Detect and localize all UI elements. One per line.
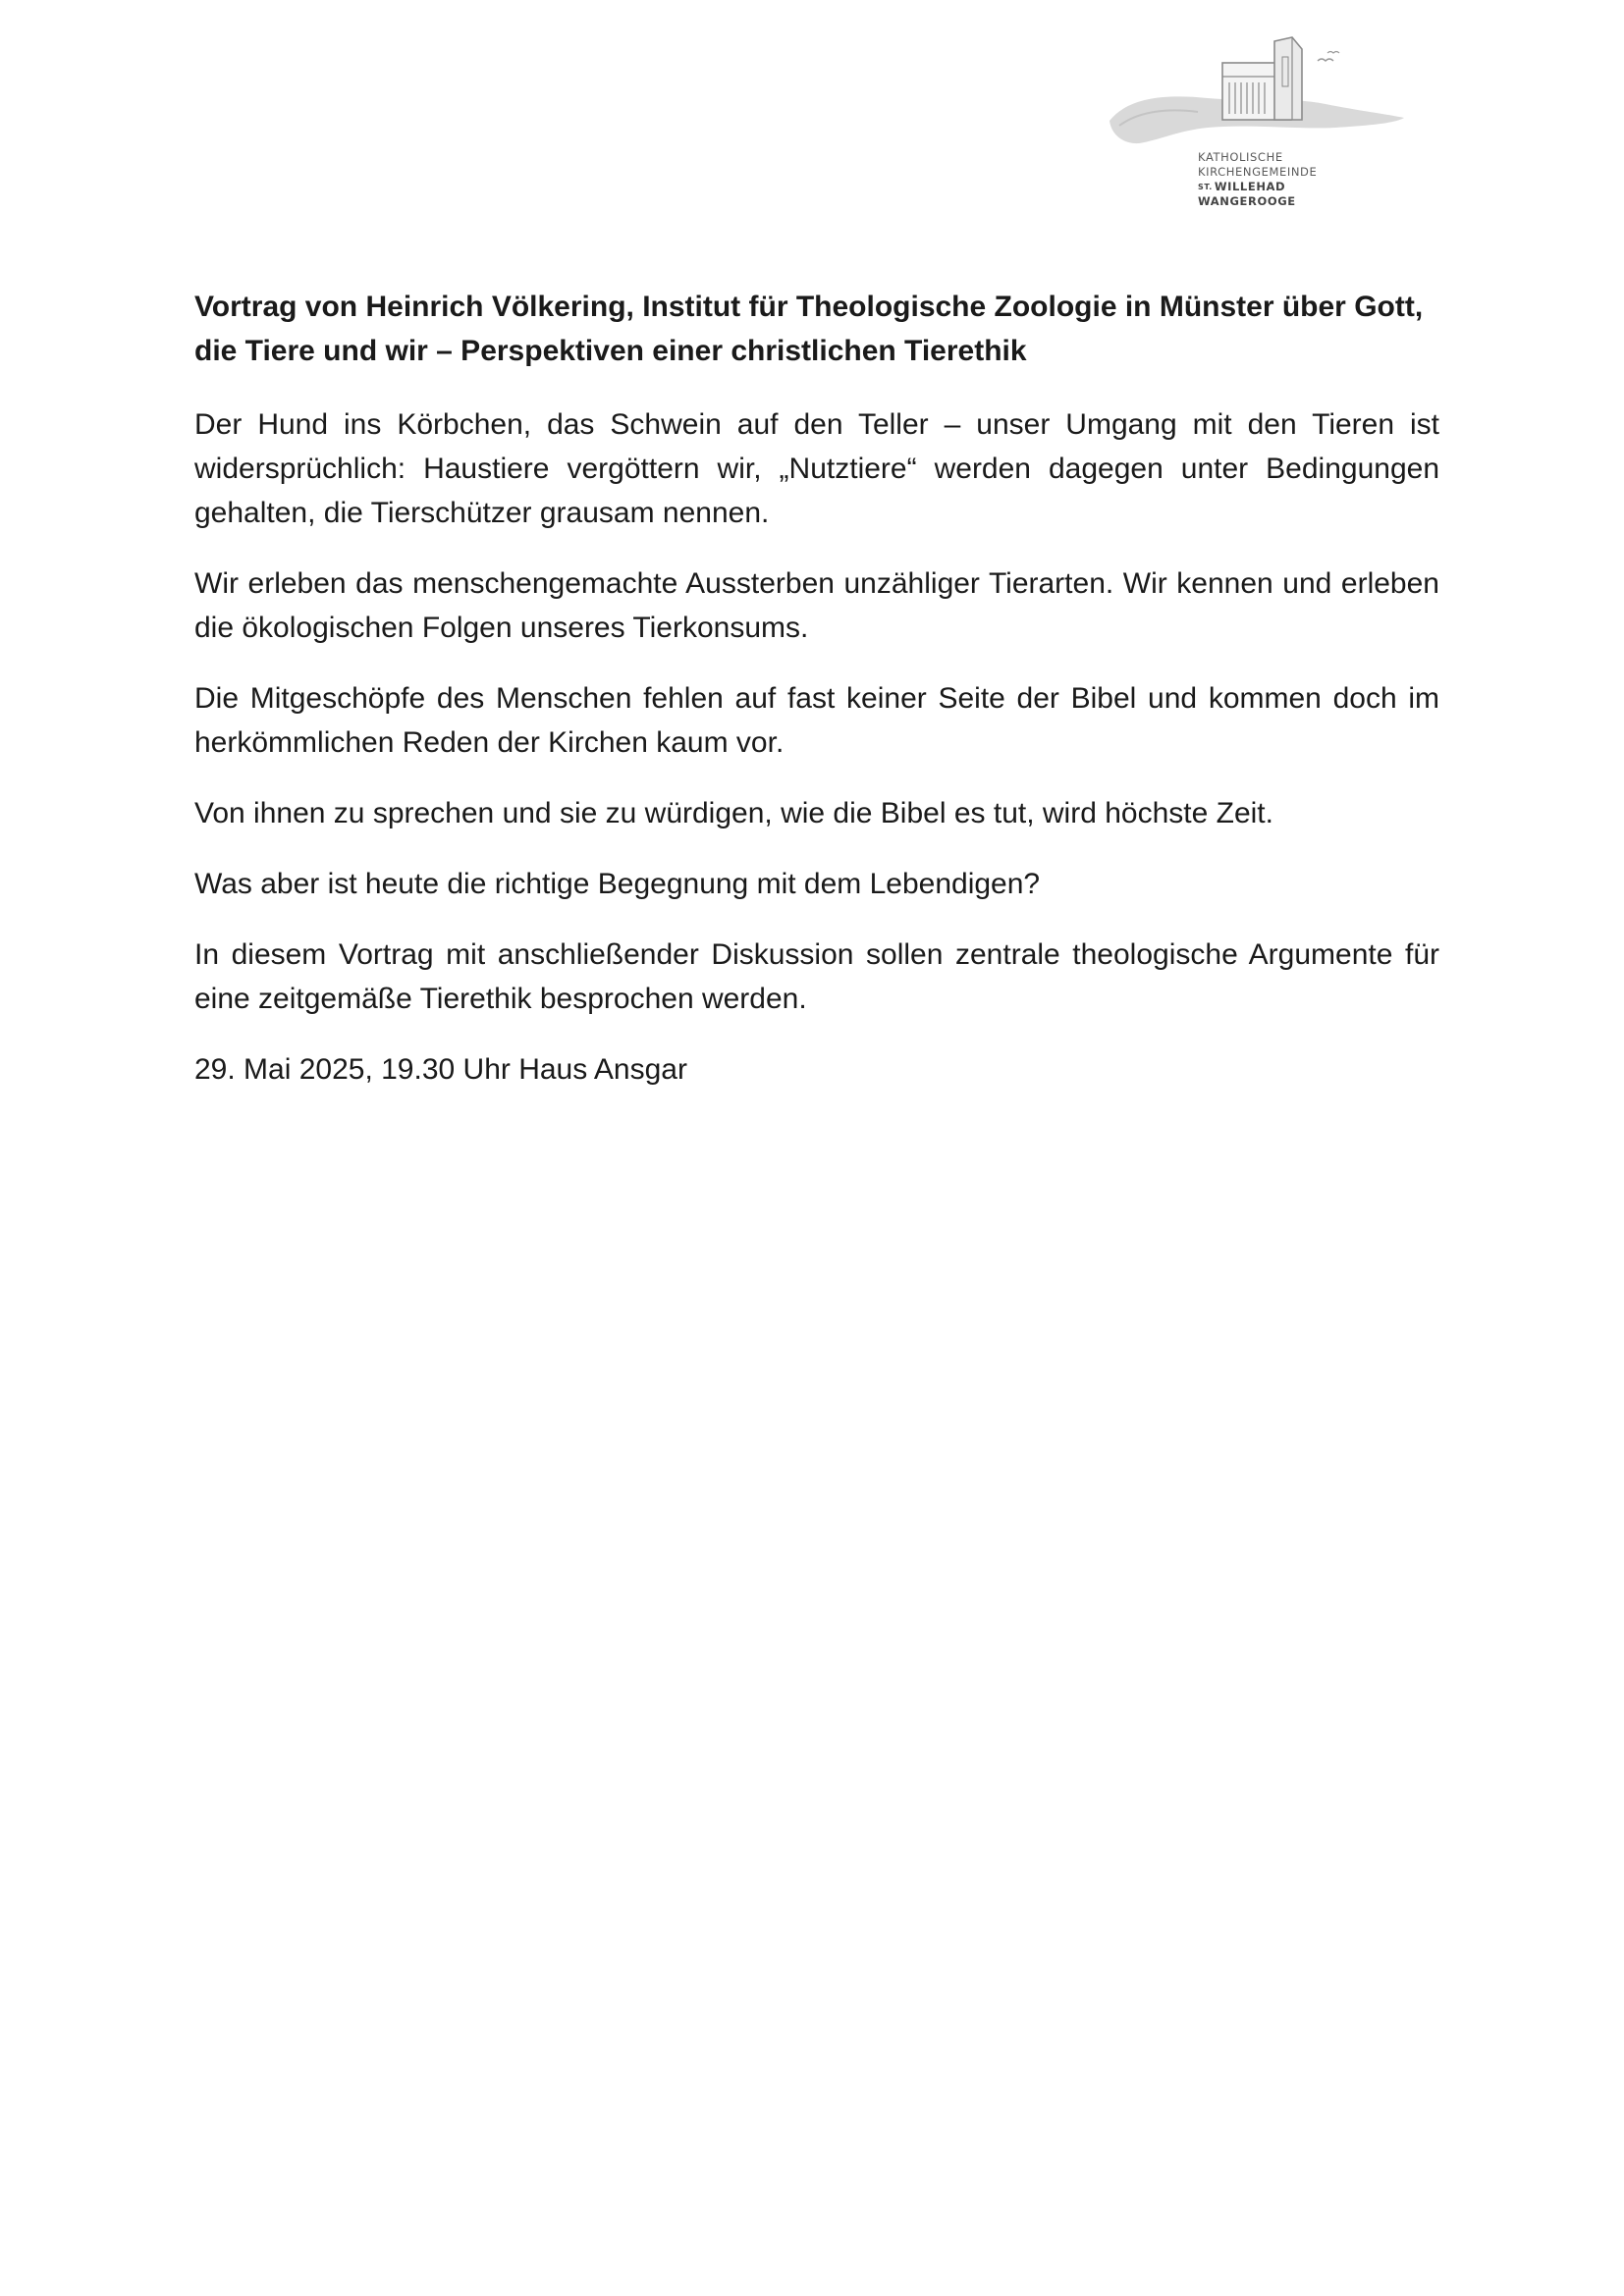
logo-line-3-prefix: ST. [1198, 183, 1213, 191]
paragraph-5: Was aber ist heute die richtige Begegnung mit dem Lebendigen? [194, 868, 1041, 900]
logo-line-3-text: WILLEHAD [1214, 180, 1286, 193]
paragraph-4: Von ihnen zu sprechen und sie zu würdigen, wie die Bibel es tut, wird höchste Zeit. [194, 797, 1273, 829]
logo-line-4: WANGEROOGE [1198, 194, 1296, 208]
logo-line-1: KATHOLISCHE [1198, 150, 1283, 164]
paragraph-1: Der Hund ins Körbchen, das Schwein auf den Teller – unser Umgang mit den Tieren ist widersprüchlich: Haustiere vergöttern wir, „Nutztiere“ werden dagegen unter Bedingungen gehalten, die Tierschützer grausam nennen. [194, 408, 1439, 529]
parish-logo [1100, 27, 1414, 234]
document-title: Vortrag von Heinrich Völkering, Institut für Theologische Zoologie in Münster über Gott, die Tiere und wir – Perspektiven einer christlichen Tierethik [194, 291, 1424, 367]
document-body [194, 285, 1439, 1118]
logo-text [1198, 150, 1317, 209]
paragraph-2: Wir erleben das menschengemachte Aussterben unzähliger Tierarten. Wir kennen und erleben die ökologischen Folgen unseres Tierkonsums. [194, 567, 1439, 644]
logo-line-3 [1198, 180, 1317, 194]
paragraph-6: In diesem Vortrag mit anschließender Diskussion sollen zentrale theologische Argumente für eine zeitgemäße Tierethik besprochen werden. [194, 938, 1439, 1015]
logo-line-2: KIRCHENGEMEINDE [1198, 165, 1318, 179]
event-date-location: 29. Mai 2025, 19.30 Uhr Haus Ansgar [194, 1053, 687, 1086]
church-logo-icon [1100, 27, 1414, 155]
paragraph-3: Die Mitgeschöpfe des Menschen fehlen auf fast keiner Seite der Bibel und kommen doch im herkömmlichen Reden der Kirchen kaum vor. [194, 682, 1439, 759]
